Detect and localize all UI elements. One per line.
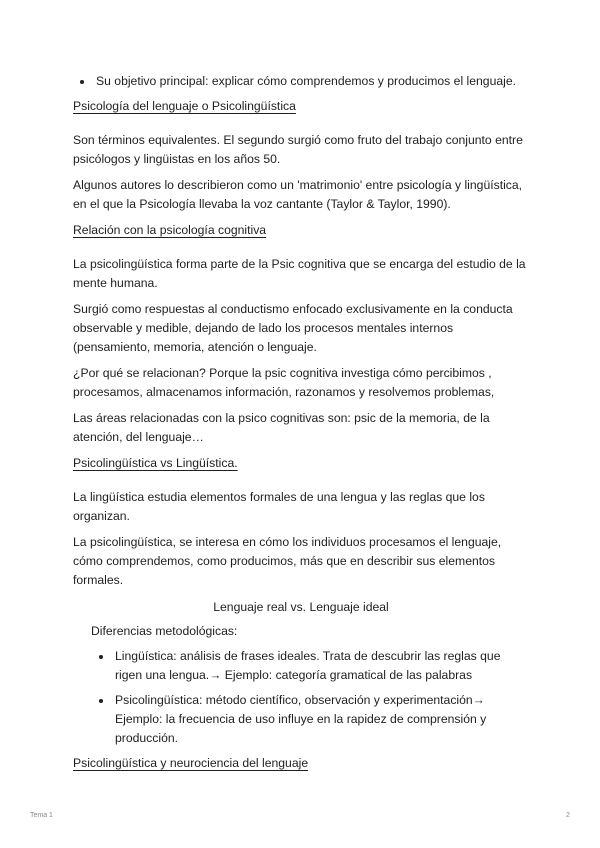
page-number: 2 [566,812,570,819]
paragraph: Algunos autores lo describieron como un 'matrimonio' entre psicología y lingüística, en el que la Psicología llevaba la voz cantante (Taylor & Taylor, 1990). [73,178,523,211]
paragraph: ¿Por qué se relacionan? Porque la psic cognitiva investiga cómo percibimos , procesamos, almacenamos información, razonamos y resolvemos problemas, [73,366,495,399]
section-heading-psicologia-lenguaje: Psicología del lenguaje o Psicolingüística [73,99,296,113]
subheading: Diferencias metodológicas: [91,624,238,638]
section-heading-psicolinguistica-vs-linguistica: Psicolingüística vs Lingüística. [73,456,238,470]
paragraph: Surgió como respuestas al conductismo enfocado exclusivamente en la conducta observable y medible, dejando de lado los procesos mentales internos (pensamiento, memoria, atención o lenguaje. [73,302,513,354]
intro-list [73,72,529,91]
list-item: • Lingüística: análisis de frases ideales. Trata de descubrir las reglas que rigen una lengua.→ Ejemplo: categoría gramatical de las palabras [113,647,529,685]
section-heading-neurociencia: Psicolingüística y neurociencia del lenguaje [73,756,309,770]
footer-title: Tema 1 [30,812,53,819]
page-content [73,72,529,788]
paragraph: Son términos equivalentes. El segundo surgió como fruto del trabajo conjunto entre psicólogos y lingüistas en los años 50. [73,133,523,166]
list-item: • Psicolingüística: método científico, observación y experimentación→ Ejemplo: la frecuencia de uso influye en la rapidez de comprensión y producción. [113,691,529,748]
paragraph: Las áreas relacionadas con la psico cognitivas son: psic de la memoria, de la atención, del lenguaje… [73,411,490,444]
differences-list [73,647,529,748]
centered-line: Lenguaje real vs. Lenguaje ideal [213,600,389,614]
paragraph: La psicolingüística forma parte de la Psic cognitiva que se encarga del estudio de la mente humana. [73,257,526,290]
list-item: • Su objetivo principal: explicar cómo comprendemos y producimos el lenguaje. [94,72,529,91]
paragraph: La lingüística estudia elementos formales de una lengua y las reglas que los organizan. [73,490,485,523]
section-heading-psicologia-cognitiva: Relación con la psicología cognitiva [73,223,267,237]
paragraph: La psicolingüística, se interesa en cómo los individuos procesamos el lenguaje, cómo comprendemos, como producimos, más que en describir sus elementos formales. [73,535,502,587]
